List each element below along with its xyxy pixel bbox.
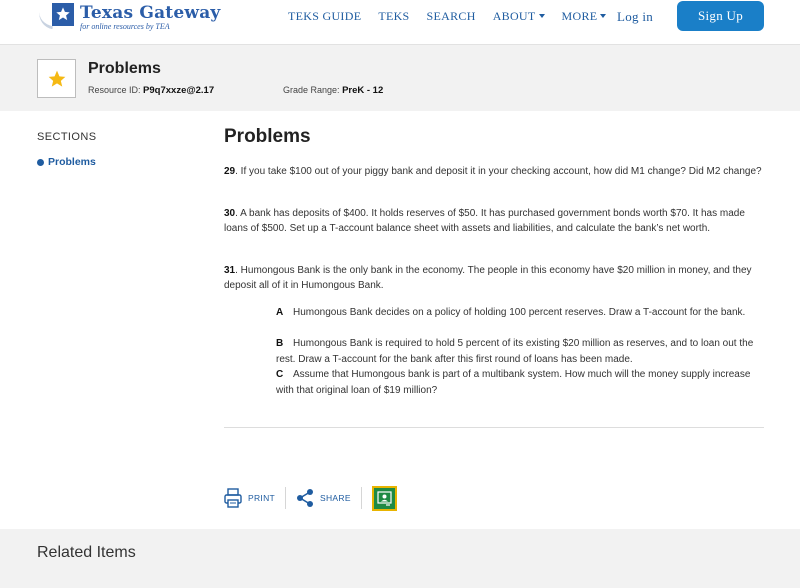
google-classroom-button[interactable] <box>372 486 397 511</box>
subpart-letter: A <box>276 307 284 318</box>
grade-range <box>283 85 383 96</box>
google-classroom-icon <box>374 488 395 509</box>
favorite-button[interactable] <box>37 59 76 98</box>
problem-text: . A bank has deposits of $400. It holds reserves of $50. It has purchased government bonds worth $70. It has made loans of $500. Set up a T-account balance sheet with assets and liabilities, and calculate the bank’s net worth. <box>224 208 745 234</box>
signup-button[interactable]: Sign Up <box>677 1 764 31</box>
nav-teks[interactable] <box>378 9 409 24</box>
problem-number: 31 <box>224 265 236 276</box>
logo-title: Texas Gateway <box>80 3 221 23</box>
login-link[interactable]: Log in <box>617 9 654 24</box>
nav-more[interactable] <box>562 9 607 24</box>
nav-label: TEKS GUIDE <box>288 8 362 23</box>
nav-label: TEKS <box>378 8 410 23</box>
problem-29 <box>224 164 764 179</box>
content-divider <box>224 427 764 428</box>
share-label: SHARE <box>320 493 351 503</box>
texas-gateway-logo[interactable] <box>38 2 228 32</box>
top-navigation <box>0 0 800 45</box>
subpart-b <box>276 336 764 367</box>
print-icon <box>224 488 242 508</box>
section-item-problems[interactable] <box>37 156 96 168</box>
related-items-section <box>0 529 800 588</box>
logo-star-icon <box>52 3 74 26</box>
problem-31 <box>224 263 764 293</box>
print-button[interactable] <box>224 488 275 508</box>
resource-title: Problems <box>88 60 161 77</box>
subpart-text: Humongous Bank decides on a policy of holding 100 percent reserves. Draw a T-account for the bank. <box>293 307 746 318</box>
main-nav <box>288 9 623 23</box>
action-separator <box>361 487 362 509</box>
resource-id-value: P9q7xxze@2.17 <box>143 85 215 96</box>
subpart-letter: C <box>276 369 284 380</box>
subpart-c <box>276 367 764 398</box>
subpart-letter: B <box>276 338 284 349</box>
subpart-a <box>276 305 764 321</box>
page-title: Problems <box>224 126 311 147</box>
nav-search[interactable] <box>427 9 476 24</box>
related-items-heading: Related Items <box>37 544 136 561</box>
problem-number: 29 <box>224 166 236 177</box>
share-button[interactable] <box>296 488 351 508</box>
resource-id-label: Resource ID: <box>88 85 141 95</box>
nav-label: ABOUT <box>492 8 536 23</box>
subpart-text: Humongous Bank is required to hold 5 percent of its existing $20 million as reserves, and to loan out the rest. Draw a T-account for the bank after this first round of loans has been made. <box>276 338 754 365</box>
problem-text: . Humongous Bank is the only bank in the economy. The people in this economy have $20 million in money, and they deposit all of it in Humongous Bank. <box>224 265 752 291</box>
action-bar <box>224 485 397 511</box>
resource-header <box>0 45 800 111</box>
nav-label: MORE <box>561 8 598 23</box>
active-dot-icon <box>37 159 44 166</box>
share-icon <box>296 488 314 508</box>
problem-number: 30 <box>224 208 236 219</box>
chevron-down-icon <box>539 14 545 18</box>
problem-text: . If you take $100 out of your piggy bank and deposit it in your checking account, how did M1 change? Did M2 change? <box>235 166 762 177</box>
chevron-down-icon <box>600 14 606 18</box>
problem-30 <box>224 206 764 236</box>
logo-tagline: for online resources by TEA <box>80 22 170 31</box>
nav-teks-guide[interactable] <box>288 9 361 24</box>
resource-id <box>88 85 214 96</box>
grade-range-label: Grade Range: <box>283 85 340 95</box>
sections-heading: SECTIONS <box>37 131 97 143</box>
section-item-label: Problems <box>48 156 96 168</box>
action-separator <box>285 487 286 509</box>
grade-range-value: PreK - 12 <box>342 85 384 96</box>
nav-about[interactable] <box>493 9 545 24</box>
nav-label: SEARCH <box>426 8 476 23</box>
print-label: PRINT <box>248 493 275 503</box>
star-icon <box>47 69 67 89</box>
subpart-text: Assume that Humongous bank is part of a multibank system. How much will the money supply increase with that original loan of $19 million? <box>276 369 751 396</box>
